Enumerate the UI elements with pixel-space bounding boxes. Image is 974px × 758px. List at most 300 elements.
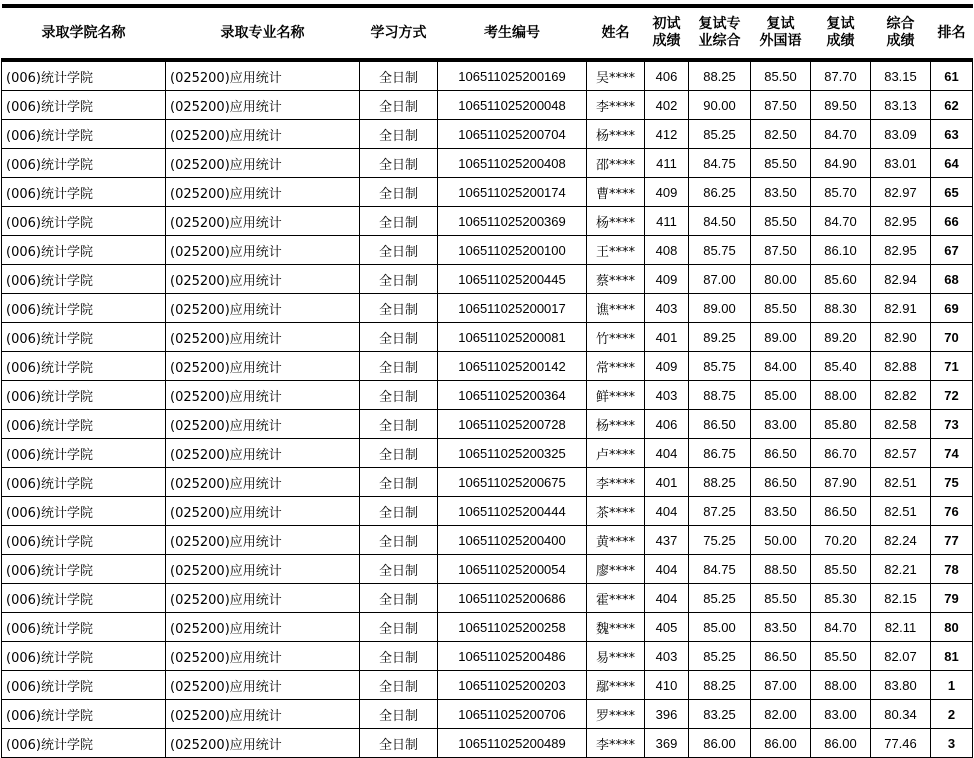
- cell-retest-major: 90.00: [689, 91, 751, 120]
- cell-rank: 71: [931, 352, 973, 381]
- cell-retest-language: 82.00: [751, 700, 811, 729]
- cell-mode: 全日制: [360, 294, 438, 323]
- header-school: 录取学院名称: [2, 6, 166, 60]
- cell-retest-score: 84.90: [811, 149, 871, 178]
- cell-mode: 全日制: [360, 613, 438, 642]
- cell-retest-major: 85.00: [689, 613, 751, 642]
- cell-name: 廖****: [587, 555, 645, 584]
- table-row: [2, 149, 973, 178]
- cell-retest-score: 85.60: [811, 265, 871, 294]
- table-body: [2, 60, 973, 758]
- cell-total-score: 82.51: [871, 468, 931, 497]
- cell-initial-score: 369: [645, 729, 689, 758]
- table-row: [2, 294, 973, 323]
- cell-name: 杨****: [587, 120, 645, 149]
- cell-retest-score: 87.70: [811, 60, 871, 91]
- cell-retest-major: 83.25: [689, 700, 751, 729]
- cell-retest-language: 83.50: [751, 178, 811, 207]
- cell-initial-score: 411: [645, 149, 689, 178]
- cell-retest-major: 85.75: [689, 236, 751, 265]
- cell-exam-id: 106511025200081: [438, 323, 587, 352]
- cell-major: (025200)应用统计: [166, 468, 360, 497]
- cell-exam-id: 106511025200408: [438, 149, 587, 178]
- table-header: [2, 6, 973, 60]
- cell-retest-language: 85.50: [751, 60, 811, 91]
- cell-school: (006)统计学院: [2, 381, 166, 410]
- cell-major: (025200)应用统计: [166, 178, 360, 207]
- cell-school: (006)统计学院: [2, 584, 166, 613]
- cell-total-score: 82.07: [871, 642, 931, 671]
- cell-retest-major: 89.25: [689, 323, 751, 352]
- cell-total-score: 77.46: [871, 729, 931, 758]
- table-row: [2, 497, 973, 526]
- cell-retest-language: 89.00: [751, 323, 811, 352]
- cell-total-score: 82.97: [871, 178, 931, 207]
- cell-name: 杨****: [587, 410, 645, 439]
- cell-total-score: 83.13: [871, 91, 931, 120]
- cell-retest-language: 83.50: [751, 613, 811, 642]
- cell-school: (006)统计学院: [2, 613, 166, 642]
- cell-rank: 78: [931, 555, 973, 584]
- cell-retest-score: 85.40: [811, 352, 871, 381]
- cell-mode: 全日制: [360, 60, 438, 91]
- cell-name: 王****: [587, 236, 645, 265]
- cell-retest-language: 86.50: [751, 468, 811, 497]
- cell-retest-major: 88.25: [689, 60, 751, 91]
- cell-total-score: 82.15: [871, 584, 931, 613]
- cell-initial-score: 406: [645, 410, 689, 439]
- table-row: [2, 323, 973, 352]
- cell-retest-language: 83.50: [751, 497, 811, 526]
- cell-mode: 全日制: [360, 265, 438, 294]
- table-row: [2, 236, 973, 265]
- cell-name: 吴****: [587, 60, 645, 91]
- table-row: [2, 613, 973, 642]
- cell-total-score: 83.80: [871, 671, 931, 700]
- cell-mode: 全日制: [360, 236, 438, 265]
- cell-rank: 68: [931, 265, 973, 294]
- cell-rank: 66: [931, 207, 973, 236]
- cell-mode: 全日制: [360, 642, 438, 671]
- cell-mode: 全日制: [360, 497, 438, 526]
- cell-initial-score: 411: [645, 207, 689, 236]
- table-row: [2, 468, 973, 497]
- cell-total-score: 83.15: [871, 60, 931, 91]
- cell-retest-score: 89.50: [811, 91, 871, 120]
- cell-mode: 全日制: [360, 468, 438, 497]
- cell-retest-score: 88.00: [811, 381, 871, 410]
- cell-rank: 67: [931, 236, 973, 265]
- table-row: [2, 120, 973, 149]
- header-rank: 排名: [931, 6, 973, 60]
- table-row: [2, 207, 973, 236]
- cell-exam-id: 106511025200369: [438, 207, 587, 236]
- cell-retest-major: 86.00: [689, 729, 751, 758]
- cell-total-score: 82.91: [871, 294, 931, 323]
- cell-total-score: 82.95: [871, 236, 931, 265]
- table-row: [2, 91, 973, 120]
- cell-school: (006)统计学院: [2, 352, 166, 381]
- cell-mode: 全日制: [360, 178, 438, 207]
- cell-retest-major: 88.75: [689, 381, 751, 410]
- cell-retest-score: 85.50: [811, 555, 871, 584]
- cell-exam-id: 106511025200054: [438, 555, 587, 584]
- cell-retest-language: 85.50: [751, 207, 811, 236]
- admission-table: [1, 4, 973, 758]
- header-initial-score: 初试 成绩: [645, 6, 689, 60]
- cell-name: 黄****: [587, 526, 645, 555]
- cell-school: (006)统计学院: [2, 60, 166, 91]
- cell-school: (006)统计学院: [2, 671, 166, 700]
- cell-exam-id: 106511025200048: [438, 91, 587, 120]
- cell-exam-id: 106511025200445: [438, 265, 587, 294]
- cell-retest-major: 75.25: [689, 526, 751, 555]
- cell-major: (025200)应用统计: [166, 60, 360, 91]
- cell-retest-score: 85.50: [811, 642, 871, 671]
- cell-name: 竹****: [587, 323, 645, 352]
- cell-rank: 61: [931, 60, 973, 91]
- cell-retest-major: 86.50: [689, 410, 751, 439]
- cell-rank: 80: [931, 613, 973, 642]
- header-major: 录取专业名称: [166, 6, 360, 60]
- header-total-score: 综合 成绩: [871, 6, 931, 60]
- cell-major: (025200)应用统计: [166, 91, 360, 120]
- cell-school: (006)统计学院: [2, 149, 166, 178]
- cell-mode: 全日制: [360, 323, 438, 352]
- cell-retest-score: 83.00: [811, 700, 871, 729]
- cell-name: 常****: [587, 352, 645, 381]
- cell-retest-score: 89.20: [811, 323, 871, 352]
- cell-major: (025200)应用统计: [166, 207, 360, 236]
- cell-rank: 1: [931, 671, 973, 700]
- cell-school: (006)统计学院: [2, 468, 166, 497]
- cell-retest-major: 86.75: [689, 439, 751, 468]
- cell-initial-score: 409: [645, 178, 689, 207]
- cell-retest-language: 85.50: [751, 149, 811, 178]
- cell-retest-score: 86.50: [811, 497, 871, 526]
- cell-exam-id: 106511025200704: [438, 120, 587, 149]
- cell-total-score: 82.51: [871, 497, 931, 526]
- cell-retest-language: 85.50: [751, 294, 811, 323]
- cell-major: (025200)应用统计: [166, 671, 360, 700]
- header-mode: 学习方式: [360, 6, 438, 60]
- cell-initial-score: 437: [645, 526, 689, 555]
- cell-name: 李****: [587, 729, 645, 758]
- cell-mode: 全日制: [360, 555, 438, 584]
- cell-retest-score: 85.70: [811, 178, 871, 207]
- cell-total-score: 82.88: [871, 352, 931, 381]
- cell-initial-score: 406: [645, 60, 689, 91]
- table-row: [2, 642, 973, 671]
- cell-retest-major: 84.75: [689, 555, 751, 584]
- cell-school: (006)统计学院: [2, 207, 166, 236]
- cell-school: (006)统计学院: [2, 729, 166, 758]
- cell-mode: 全日制: [360, 120, 438, 149]
- cell-total-score: 83.09: [871, 120, 931, 149]
- cell-mode: 全日制: [360, 91, 438, 120]
- cell-retest-score: 86.00: [811, 729, 871, 758]
- cell-rank: 76: [931, 497, 973, 526]
- cell-retest-language: 85.00: [751, 381, 811, 410]
- cell-exam-id: 106511025200174: [438, 178, 587, 207]
- cell-exam-id: 106511025200444: [438, 497, 587, 526]
- cell-initial-score: 404: [645, 555, 689, 584]
- cell-major: (025200)应用统计: [166, 439, 360, 468]
- cell-total-score: 82.94: [871, 265, 931, 294]
- cell-total-score: 82.58: [871, 410, 931, 439]
- cell-school: (006)统计学院: [2, 439, 166, 468]
- cell-exam-id: 106511025200325: [438, 439, 587, 468]
- cell-major: (025200)应用统计: [166, 584, 360, 613]
- cell-total-score: 82.90: [871, 323, 931, 352]
- cell-major: (025200)应用统计: [166, 555, 360, 584]
- cell-retest-major: 84.75: [689, 149, 751, 178]
- cell-name: 魏****: [587, 613, 645, 642]
- cell-major: (025200)应用统计: [166, 381, 360, 410]
- cell-retest-language: 87.00: [751, 671, 811, 700]
- cell-initial-score: 404: [645, 497, 689, 526]
- cell-major: (025200)应用统计: [166, 236, 360, 265]
- cell-school: (006)统计学院: [2, 265, 166, 294]
- cell-retest-language: 86.00: [751, 729, 811, 758]
- cell-retest-score: 88.00: [811, 671, 871, 700]
- cell-retest-major: 85.75: [689, 352, 751, 381]
- cell-retest-major: 89.00: [689, 294, 751, 323]
- cell-retest-major: 85.25: [689, 120, 751, 149]
- cell-rank: 63: [931, 120, 973, 149]
- cell-retest-major: 88.25: [689, 468, 751, 497]
- cell-name: 谯****: [587, 294, 645, 323]
- cell-mode: 全日制: [360, 207, 438, 236]
- table-row: [2, 729, 973, 758]
- cell-exam-id: 106511025200017: [438, 294, 587, 323]
- cell-total-score: 82.11: [871, 613, 931, 642]
- cell-name: 鄢****: [587, 671, 645, 700]
- cell-mode: 全日制: [360, 671, 438, 700]
- cell-major: (025200)应用统计: [166, 410, 360, 439]
- cell-retest-language: 85.50: [751, 584, 811, 613]
- cell-exam-id: 106511025200100: [438, 236, 587, 265]
- cell-rank: 75: [931, 468, 973, 497]
- cell-name: 易****: [587, 642, 645, 671]
- cell-retest-major: 85.25: [689, 584, 751, 613]
- cell-name: 邵****: [587, 149, 645, 178]
- table-row: [2, 555, 973, 584]
- cell-retest-language: 86.50: [751, 642, 811, 671]
- cell-exam-id: 106511025200203: [438, 671, 587, 700]
- cell-rank: 2: [931, 700, 973, 729]
- cell-total-score: 82.82: [871, 381, 931, 410]
- header-retest-language: 复试 外国语: [751, 6, 811, 60]
- table-row: [2, 439, 973, 468]
- cell-school: (006)统计学院: [2, 294, 166, 323]
- cell-retest-language: 80.00: [751, 265, 811, 294]
- cell-name: 罗****: [587, 700, 645, 729]
- cell-rank: 3: [931, 729, 973, 758]
- cell-total-score: 80.34: [871, 700, 931, 729]
- header-row: [2, 6, 973, 60]
- cell-retest-language: 88.50: [751, 555, 811, 584]
- cell-rank: 79: [931, 584, 973, 613]
- cell-rank: 74: [931, 439, 973, 468]
- cell-name: 李****: [587, 91, 645, 120]
- cell-mode: 全日制: [360, 410, 438, 439]
- cell-initial-score: 409: [645, 265, 689, 294]
- cell-retest-score: 84.70: [811, 207, 871, 236]
- cell-name: 茶****: [587, 497, 645, 526]
- cell-exam-id: 106511025200728: [438, 410, 587, 439]
- cell-rank: 70: [931, 323, 973, 352]
- cell-retest-score: 84.70: [811, 120, 871, 149]
- cell-total-score: 82.21: [871, 555, 931, 584]
- cell-name: 卢****: [587, 439, 645, 468]
- cell-retest-score: 86.10: [811, 236, 871, 265]
- cell-name: 李****: [587, 468, 645, 497]
- cell-exam-id: 106511025200258: [438, 613, 587, 642]
- cell-retest-language: 84.00: [751, 352, 811, 381]
- cell-rank: 69: [931, 294, 973, 323]
- cell-school: (006)统计学院: [2, 236, 166, 265]
- cell-initial-score: 410: [645, 671, 689, 700]
- cell-retest-language: 87.50: [751, 91, 811, 120]
- cell-retest-major: 88.25: [689, 671, 751, 700]
- table-row: [2, 381, 973, 410]
- cell-initial-score: 404: [645, 584, 689, 613]
- cell-school: (006)统计学院: [2, 497, 166, 526]
- cell-initial-score: 396: [645, 700, 689, 729]
- cell-retest-language: 86.50: [751, 439, 811, 468]
- cell-initial-score: 401: [645, 468, 689, 497]
- cell-initial-score: 409: [645, 352, 689, 381]
- cell-major: (025200)应用统计: [166, 149, 360, 178]
- cell-exam-id: 106511025200675: [438, 468, 587, 497]
- cell-exam-id: 106511025200364: [438, 381, 587, 410]
- table-row: [2, 60, 973, 91]
- cell-rank: 73: [931, 410, 973, 439]
- cell-major: (025200)应用统计: [166, 642, 360, 671]
- header-name: 姓名: [587, 6, 645, 60]
- cell-mode: 全日制: [360, 439, 438, 468]
- cell-retest-score: 88.30: [811, 294, 871, 323]
- cell-name: 鲜****: [587, 381, 645, 410]
- table-row: [2, 410, 973, 439]
- cell-exam-id: 106511025200489: [438, 729, 587, 758]
- cell-initial-score: 401: [645, 323, 689, 352]
- cell-name: 霍****: [587, 584, 645, 613]
- cell-major: (025200)应用统计: [166, 729, 360, 758]
- cell-retest-language: 50.00: [751, 526, 811, 555]
- cell-school: (006)统计学院: [2, 323, 166, 352]
- table-row: [2, 178, 973, 207]
- cell-retest-score: 70.20: [811, 526, 871, 555]
- cell-school: (006)统计学院: [2, 178, 166, 207]
- cell-school: (006)统计学院: [2, 120, 166, 149]
- cell-initial-score: 403: [645, 381, 689, 410]
- cell-retest-language: 82.50: [751, 120, 811, 149]
- cell-major: (025200)应用统计: [166, 613, 360, 642]
- cell-major: (025200)应用统计: [166, 323, 360, 352]
- cell-mode: 全日制: [360, 149, 438, 178]
- cell-major: (025200)应用统计: [166, 294, 360, 323]
- cell-school: (006)统计学院: [2, 642, 166, 671]
- cell-school: (006)统计学院: [2, 700, 166, 729]
- cell-exam-id: 106511025200686: [438, 584, 587, 613]
- cell-total-score: 82.57: [871, 439, 931, 468]
- cell-major: (025200)应用统计: [166, 120, 360, 149]
- cell-retest-score: 85.30: [811, 584, 871, 613]
- table-row: [2, 352, 973, 381]
- cell-rank: 72: [931, 381, 973, 410]
- table-row: [2, 584, 973, 613]
- header-retest-major: 复试专 业综合: [689, 6, 751, 60]
- cell-initial-score: 405: [645, 613, 689, 642]
- cell-exam-id: 106511025200486: [438, 642, 587, 671]
- cell-major: (025200)应用统计: [166, 700, 360, 729]
- cell-mode: 全日制: [360, 584, 438, 613]
- cell-retest-major: 84.50: [689, 207, 751, 236]
- table-row: [2, 526, 973, 555]
- cell-major: (025200)应用统计: [166, 265, 360, 294]
- cell-major: (025200)应用统计: [166, 352, 360, 381]
- cell-mode: 全日制: [360, 381, 438, 410]
- cell-major: (025200)应用统计: [166, 526, 360, 555]
- cell-name: 蔡****: [587, 265, 645, 294]
- cell-initial-score: 408: [645, 236, 689, 265]
- cell-retest-score: 84.70: [811, 613, 871, 642]
- cell-mode: 全日制: [360, 526, 438, 555]
- cell-initial-score: 404: [645, 439, 689, 468]
- cell-exam-id: 106511025200169: [438, 60, 587, 91]
- cell-total-score: 83.01: [871, 149, 931, 178]
- cell-retest-language: 83.00: [751, 410, 811, 439]
- cell-retest-major: 87.00: [689, 265, 751, 294]
- table-row: [2, 700, 973, 729]
- cell-initial-score: 403: [645, 294, 689, 323]
- cell-mode: 全日制: [360, 352, 438, 381]
- cell-major: (025200)应用统计: [166, 497, 360, 526]
- cell-school: (006)统计学院: [2, 410, 166, 439]
- cell-rank: 81: [931, 642, 973, 671]
- cell-exam-id: 106511025200706: [438, 700, 587, 729]
- cell-total-score: 82.95: [871, 207, 931, 236]
- cell-retest-major: 87.25: [689, 497, 751, 526]
- cell-rank: 65: [931, 178, 973, 207]
- cell-exam-id: 106511025200142: [438, 352, 587, 381]
- cell-school: (006)统计学院: [2, 91, 166, 120]
- cell-retest-language: 87.50: [751, 236, 811, 265]
- table-row: [2, 671, 973, 700]
- cell-retest-score: 85.80: [811, 410, 871, 439]
- cell-school: (006)统计学院: [2, 555, 166, 584]
- cell-name: 曹****: [587, 178, 645, 207]
- cell-retest-major: 86.25: [689, 178, 751, 207]
- cell-initial-score: 412: [645, 120, 689, 149]
- cell-rank: 62: [931, 91, 973, 120]
- cell-name: 杨****: [587, 207, 645, 236]
- table-row: [2, 265, 973, 294]
- cell-school: (006)统计学院: [2, 526, 166, 555]
- cell-retest-score: 86.70: [811, 439, 871, 468]
- cell-mode: 全日制: [360, 700, 438, 729]
- cell-exam-id: 106511025200400: [438, 526, 587, 555]
- cell-total-score: 82.24: [871, 526, 931, 555]
- cell-initial-score: 402: [645, 91, 689, 120]
- header-retest-score: 复试 成绩: [811, 6, 871, 60]
- cell-retest-major: 85.25: [689, 642, 751, 671]
- cell-mode: 全日制: [360, 729, 438, 758]
- cell-initial-score: 403: [645, 642, 689, 671]
- cell-retest-score: 87.90: [811, 468, 871, 497]
